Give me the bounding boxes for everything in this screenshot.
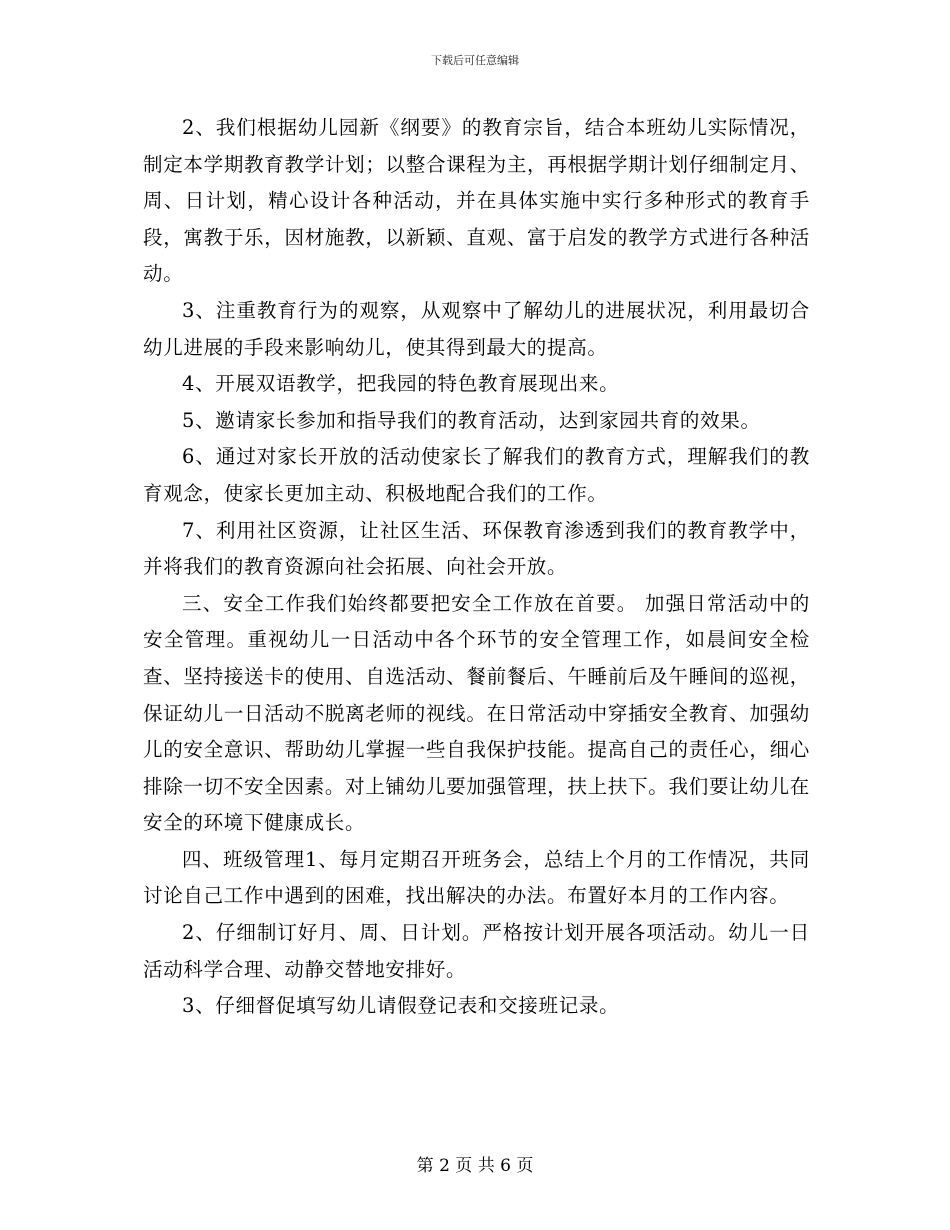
page-number-footer: 第 2 页 共 6 页 <box>416 1156 534 1176</box>
paragraph-management-item-3: 3、仔细督促填写幼儿请假登记表和交接班记录。 <box>182 994 620 1018</box>
paragraph-item-6: 6、通过对家长开放的活动使家长了解我们的教育方式，理解我们的教育观念，使家长更加主动、积极地配合我们的工作。 <box>143 445 810 505</box>
paragraph-item-4: 4、开展双语教学，把我园的特色教育展现出来。 <box>182 372 620 396</box>
paragraph-safety-section: 三、安全工作我们始终都要把安全工作放在首要。 加强日常活动中的安全管理。重视幼儿一日活动中各个环节的安全管理工作，如晨间安全检查、坚持接送卡的使用、自选活动、餐前餐后、午睡前后及午睡间的巡视，保证幼儿一日活动不脱离老师的视线。在日常活动中穿插安全教育、加强幼儿的安全意识、帮助幼儿掌握一些自我保护技能。提高自己的责任心，细心排除一切不安全因素。对上铺幼儿要加强管理，扶上扶下。我们要让幼儿在安全的环境下健康成长。 <box>143 591 810 835</box>
paragraph-item-2: 2、我们根据幼儿园新《纲要》的教育宗旨，结合本班幼儿实际情况，制定本学期教育教学计划；以整合课程为主，再根据学期计划仔细制定月、周、日计划，精心设计各种活动，并在具体实施中实行多种形式的教育手段，寓教于乐，因材施教，以新颖、直观、富于启发的教学方式进行各种活动。 <box>143 116 810 286</box>
paragraph-item-7: 7、利用社区资源，让社区生活、环保教育渗透到我们的教育教学中，并将我们的教育资源向社会拓展、向社会开放。 <box>143 518 810 579</box>
paragraph-item-5: 5、邀请家长参加和指导我们的教育活动，达到家园共育的效果。 <box>182 408 761 432</box>
document-body <box>143 110 810 1025</box>
paragraph-class-management-section: 四、班级管理1、每月定期召开班务会，总结上个月的工作情况，共同讨论自己工作中遇到的困难，找出解决的办法。布置好本月的工作内容。 <box>143 847 810 908</box>
page-header-note: 下载后可任意编辑 <box>431 54 519 67</box>
paragraph-management-item-2: 2、仔细制订好月、周、日计划。严格按计划开展各项活动。幼儿一日活动科学合理、动静交替地安排好。 <box>143 921 810 981</box>
paragraph-item-3: 3、注重教育行为的观察，从观察中了解幼儿的进展状况，利用最切合幼儿进展的手段来影响幼儿，使其得到最大的提高。 <box>143 298 810 359</box>
